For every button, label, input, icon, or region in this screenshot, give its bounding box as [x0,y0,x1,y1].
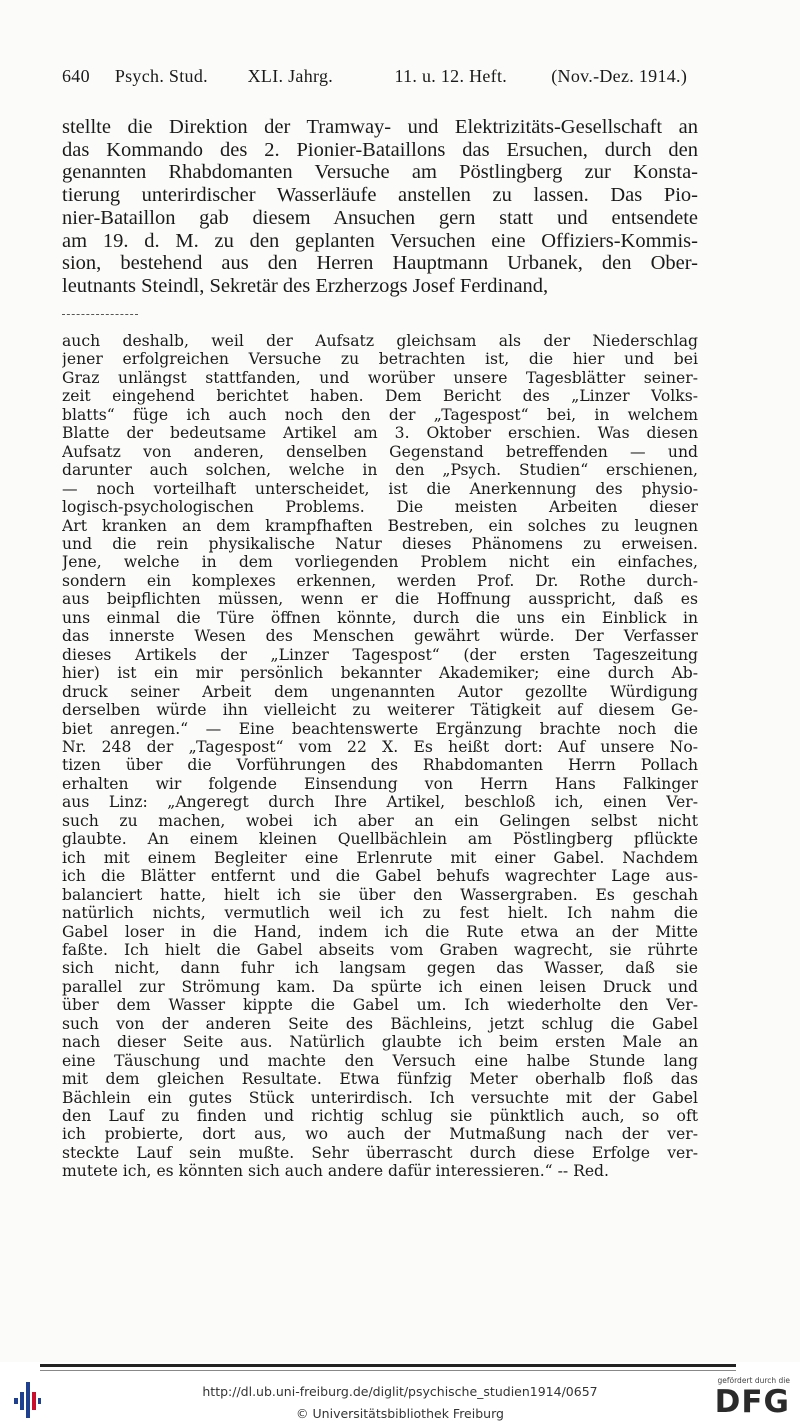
footnote-line: balanciert hatte, hielt ich sie über den Wassergraben. Es geschah [62,885,698,904]
text-line: stellte die Direktion der Tramway- und Elektrizitäts-Gesellschaft an [62,116,698,138]
footnote-line: nach dieser Seite aus. Natürlich glaubte ich beim ersten Male an [62,1033,698,1052]
footnote-line: zeit eingehend berichtet haben. Dem Bericht des „Linzer Volks- [62,387,698,406]
footnote-line: biet anregen.“ — Eine beachtenswerte Ergänzung brachte noch die [62,719,698,738]
footnote-line: auch deshalb, weil der Aufsatz gleichsam als der Niederschlag [62,332,698,350]
dfg-tagline: gefördert durch die [717,1376,790,1385]
copyright-notice: © Universitätsbibliothek Freiburg [296,1406,504,1421]
footnote-line: und die rein physikalische Natur dieses Phänomens zu erweisen. [62,534,698,553]
footnote-line: Art kranken an dem krampfhaften Bestreben, ein solches zu leugnen [62,516,698,535]
footnote-line: Aufsatz von anderen, denselben Gegenstand betreffenden — und [62,442,698,461]
footnote-line: dieses Artikels der „Linzer Tagespost“ (der ersten Tageszeitung [62,645,698,664]
dfg-wordmark: DFG [714,1384,790,1420]
footnote-line: den Lauf zu finden und richtig schlug sie pünktlich auch, so oft [62,1107,698,1126]
footnote-line: hier) ist ein mir persönlich bekannter Akademiker; eine durch Ab- [62,664,698,683]
running-header [62,66,698,87]
footnote-line: steckte Lauf sein mußte. Sehr überrascht durch diese Erfolge ver- [62,1143,698,1162]
footnote-line: sondern ein komplexes erkennen, werden Prof. Dr. Rothe durch- [62,571,698,590]
footnote-line: über dem Wasser kippte die Gabel um. Ich wiederholte den Ver- [62,996,698,1015]
footnote-line: faßte. Ich hielt die Gabel abseits vom Graben wagrecht, sie rührte [62,940,698,959]
footnote-line: Nr. 248 der „Tagespost“ vom 22 X. Es heißt dort: Auf unsere No- [62,737,698,756]
footnote-line: sich nicht, dann fuhr ich langsam gegen das Wasser, daß sie [62,959,698,978]
footnote-line: Graz unlängst stattfanden, und worüber unsere Tagesblätter seiner- [62,368,698,387]
volume-year: XLI. Jahrg. [247,66,334,86]
permalink-url[interactable]: http://dl.ub.uni-freiburg.de/diglit/psychische_studien1914/0657 [202,1384,598,1399]
text-line: leutnants Steindl, Sekretär des Erzherzogs Josef Ferdinand, [62,274,549,297]
footnote-line: Gabel loser in die Hand, indem ich die Rute etwa an der Mitte [62,922,698,941]
footnote-line: such zu machen, wobei ich aber an ein Gelingen selbst nicht [62,811,698,830]
footnote-line: glaubte. An einem kleinen Quellbächlein am Pöstlingberg pflückte [62,830,698,849]
footnote-line: — noch vorteilhaft unterscheidet, ist die Anerkennung des physio- [62,479,698,498]
footnote-separator [62,314,138,315]
text-line: am 19. d. M. zu den geplanten Versuchen eine Offiziers-Kommis- [62,229,698,252]
footnote-line: Blatte der bedeutsame Artikel am 3. Oktober erschien. Was diesen [62,424,698,443]
footnote-line: aus Linz: „Angeregt durch Ihre Artikel, beschloß ich, einen Ver- [62,793,698,812]
footnote-line: ich die Blätter entfernt und die Gabel behufs wagrechter Lage aus- [62,867,698,886]
main-text-block [62,116,698,298]
text-line: sion, bestehend aus den Herren Hauptmann Urbanek, den Ober- [62,252,698,275]
issue-number: 11. u. 12. Heft. [394,66,508,86]
footnote-line: darunter auch solchen, welche in den „Psych. Studien“ erschienen, [62,461,698,480]
footnote-line: blatts“ füge ich auch noch den der „Tagespost“ bei, in welchem [62,405,698,424]
footnote-line: uns einmal die Türe öffnen könnte, durch die uns ein Einblick in [62,608,698,627]
page-bottom-edge-shadow [40,1370,736,1371]
footnote-line: Bächlein ein gutes Stück unterirdisch. Ich versuchte mit der Gabel [62,1088,698,1107]
footnote-line: ich mit einem Begleiter eine Erlenrute mit einer Gabel. Nachdem [62,848,698,867]
journal-abbreviation: Psych. Stud. [114,66,208,86]
footnote-text-block [62,332,698,1181]
footnote-line: eine Täuschung und machte den Versuch eine halbe Stunde lang [62,1051,698,1070]
dfg-logo [704,1376,790,1424]
text-line: tierung unterirdischer Wasserläufe anstellen zu lassen. Das Pio- [62,184,698,207]
footnote-line: parallel zur Strömung kam. Da spürte ich einen leisen Druck und [62,977,698,996]
footnote-line: das innerste Wesen des Menschen gewährt würde. Der Verfasser [62,627,698,646]
footnote-line: Jene, welche in dem vorliegenden Problem nicht ein einfaches, [62,553,698,572]
footnote-line: natürlich nichts, vermutlich weil ich zu fest hielt. Ich nahm die [62,904,698,923]
footnote-line: ich probierte, dort aus, wo auch der Mutmaßung nach der ver- [62,1125,698,1144]
text-line: das Kommando des 2. Pionier-Bataillons das Ersuchen, durch den [62,138,698,161]
footnote-line: tizen über die Vorführungen des Rhabdomanten Herrn Pollach [62,756,698,775]
page-number: 640 [62,66,90,86]
text-line: nier-Bataillon gab diesem Ansuchen gern statt und entsendete [62,206,698,229]
issue-date: (Nov.-Dez. 1914.) [551,66,688,86]
text-line: genannten Rhabdomanten Versuche am Pöstlingberg zur Konsta- [62,161,698,184]
footnote-line: erhalten wir folgende Einsendung von Herrn Hans Falkinger [62,774,698,793]
footnote-line: mutete ich, es könnten sich auch andere dafür interessieren.“ -- Red. [62,1162,609,1181]
footnote-line: such von der anderen Seite des Bächleins, jetzt schlug die Gabel [62,1014,698,1033]
footnote-line: aus beipflichten müssen, wenn er die Hoffnung ausspricht, daß es [62,590,698,609]
footnote-line: jener erfolgreichen Versuche zu betrachten ist, die hier und bei [62,350,698,369]
footnote-line: derselben würde ihn vielleicht zu weiterer Tätigkeit auf diesem Ge- [62,701,698,720]
footnote-line: mit dem gleichen Resultate. Etwa fünfzig Meter oberhalb floß das [62,1070,698,1089]
footnote-line: logisch-psychologischen Problems. Die meisten Arbeiten dieser [62,498,698,517]
footnote-line: druck seiner Arbeit dem ungenannten Autor gezollte Würdigung [62,682,698,701]
page-bottom-edge [40,1364,736,1367]
